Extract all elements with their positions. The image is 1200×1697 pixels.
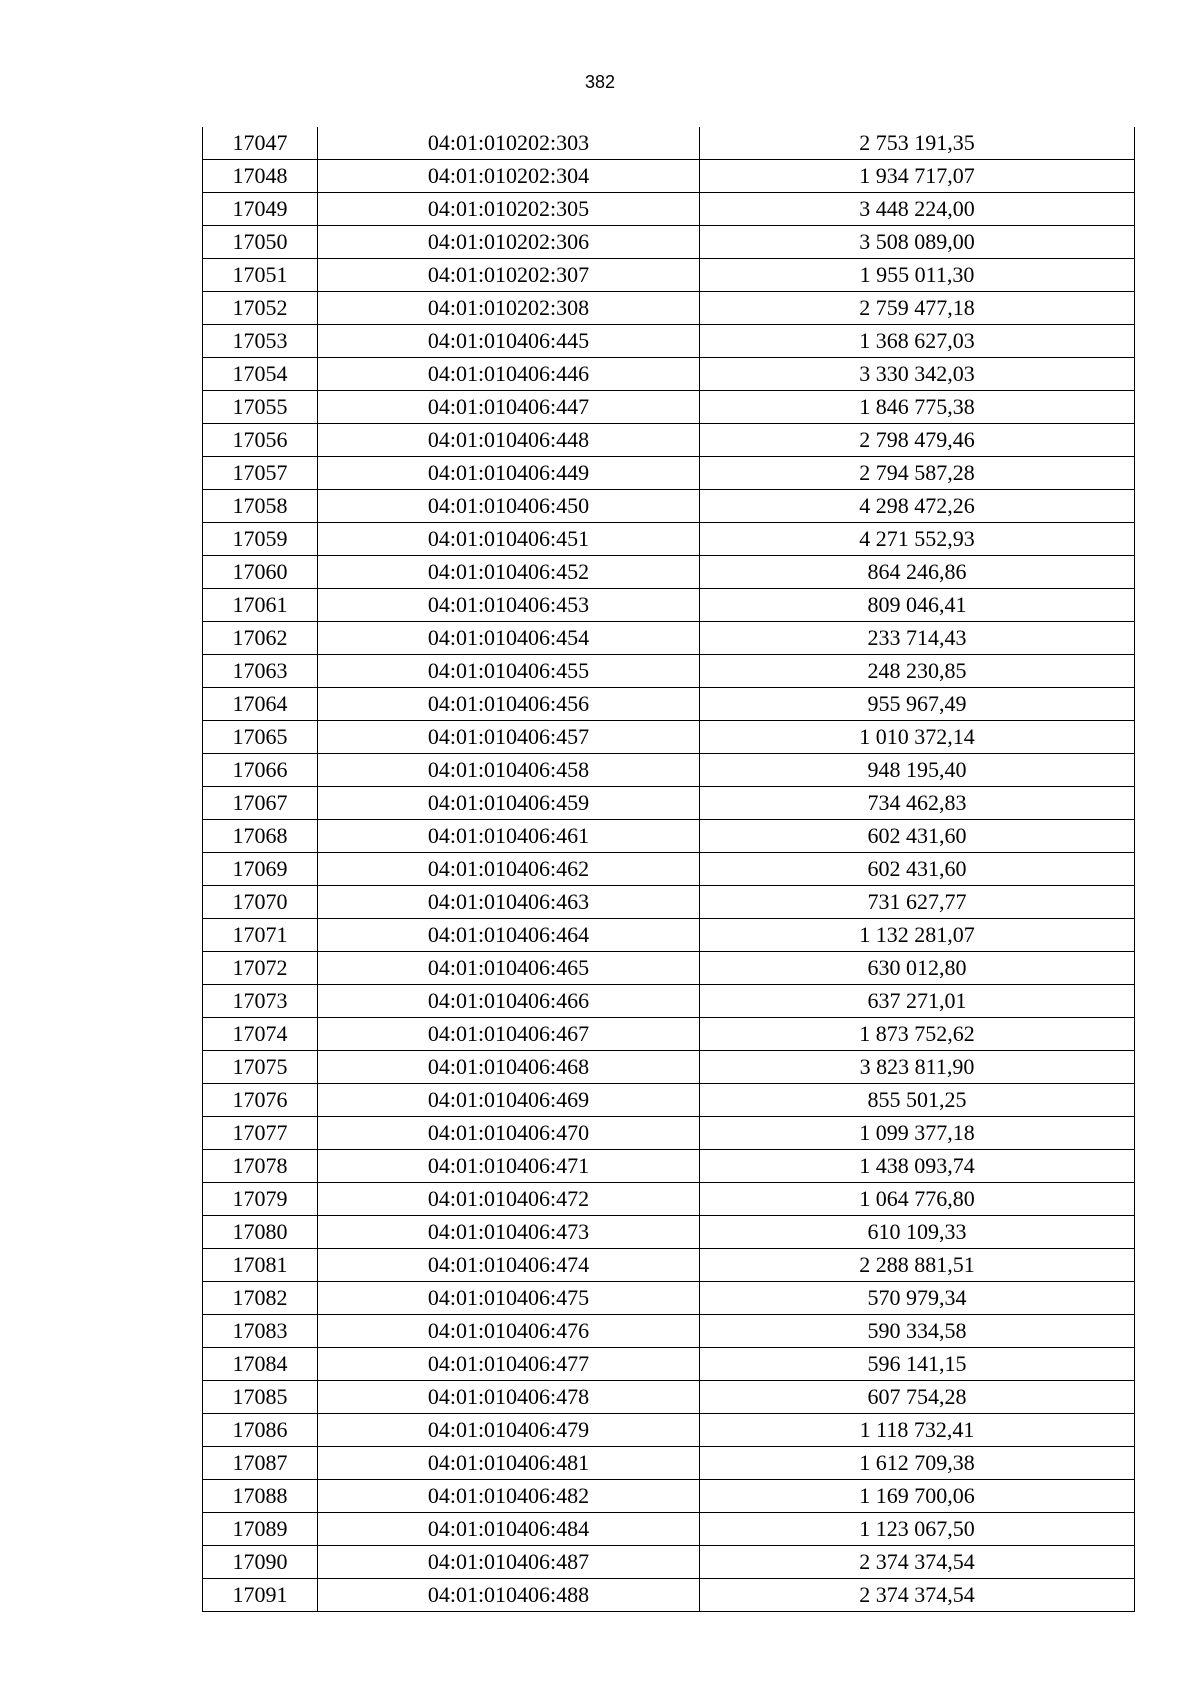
cadastral-number-cell: 04:01:010406:484 <box>318 1513 700 1546</box>
row-number-cell: 17052 <box>203 292 318 325</box>
table-row <box>203 127 1135 160</box>
table-row <box>203 1513 1135 1546</box>
cadastral-value-cell: 2 374 374,54 <box>700 1546 1135 1579</box>
cadastral-value-cell: 630 012,80 <box>700 952 1135 985</box>
cadastral-value-cell: 570 979,34 <box>700 1282 1135 1315</box>
cadastral-value-cell: 1 169 700,06 <box>700 1480 1135 1513</box>
row-number-cell: 17053 <box>203 325 318 358</box>
cadastral-value-cell: 602 431,60 <box>700 820 1135 853</box>
table-row <box>203 1579 1135 1612</box>
row-number-cell: 17056 <box>203 424 318 457</box>
table-row <box>203 721 1135 754</box>
row-number-cell: 17072 <box>203 952 318 985</box>
table-row <box>203 919 1135 952</box>
cadastral-value-cell: 1 612 709,38 <box>700 1447 1135 1480</box>
table-row <box>203 655 1135 688</box>
cadastral-value-cell: 590 334,58 <box>700 1315 1135 1348</box>
cadastral-number-cell: 04:01:010406:481 <box>318 1447 700 1480</box>
cadastral-number-cell: 04:01:010406:470 <box>318 1117 700 1150</box>
cadastral-number-cell: 04:01:010406:447 <box>318 391 700 424</box>
cadastral-number-cell: 04:01:010406:476 <box>318 1315 700 1348</box>
cadastral-value-cell: 1 368 627,03 <box>700 325 1135 358</box>
table-row <box>203 886 1135 919</box>
cadastral-value-cell: 2 374 374,54 <box>700 1579 1135 1612</box>
cadastral-value-cell: 1 064 776,80 <box>700 1183 1135 1216</box>
cadastral-value-cell: 4 298 472,26 <box>700 490 1135 523</box>
cadastral-number-cell: 04:01:010406:473 <box>318 1216 700 1249</box>
table-row <box>203 952 1135 985</box>
table-row <box>203 1381 1135 1414</box>
row-number-cell: 17065 <box>203 721 318 754</box>
row-number-cell: 17048 <box>203 160 318 193</box>
row-number-cell: 17068 <box>203 820 318 853</box>
cadastral-value-cell: 1 010 372,14 <box>700 721 1135 754</box>
cadastral-value-cell: 2 759 477,18 <box>700 292 1135 325</box>
table-row <box>203 490 1135 523</box>
row-number-cell: 17085 <box>203 1381 318 1414</box>
row-number-cell: 17055 <box>203 391 318 424</box>
cadastral-value-cell: 607 754,28 <box>700 1381 1135 1414</box>
cadastral-number-cell: 04:01:010406:461 <box>318 820 700 853</box>
row-number-cell: 17087 <box>203 1447 318 1480</box>
row-number-cell: 17089 <box>203 1513 318 1546</box>
cadastral-number-cell: 04:01:010406:487 <box>318 1546 700 1579</box>
table-row <box>203 1249 1135 1282</box>
cadastral-value-cell: 1 955 011,30 <box>700 259 1135 292</box>
row-number-cell: 17054 <box>203 358 318 391</box>
row-number-cell: 17067 <box>203 787 318 820</box>
cadastral-number-cell: 04:01:010406:462 <box>318 853 700 886</box>
row-number-cell: 17082 <box>203 1282 318 1315</box>
cadastral-value-cell: 3 330 342,03 <box>700 358 1135 391</box>
cadastral-value-cell: 1 846 775,38 <box>700 391 1135 424</box>
cadastral-value-cell: 1 132 281,07 <box>700 919 1135 952</box>
table-row <box>203 358 1135 391</box>
row-number-cell: 17061 <box>203 589 318 622</box>
cadastral-number-cell: 04:01:010406:446 <box>318 358 700 391</box>
cadastral-number-cell: 04:01:010406:463 <box>318 886 700 919</box>
cadastral-value-cell: 1 934 717,07 <box>700 160 1135 193</box>
cadastral-number-cell: 04:01:010406:456 <box>318 688 700 721</box>
cadastral-number-cell: 04:01:010406:466 <box>318 985 700 1018</box>
table-row <box>203 688 1135 721</box>
cadastral-value-cell: 2 288 881,51 <box>700 1249 1135 1282</box>
row-number-cell: 17074 <box>203 1018 318 1051</box>
cadastral-number-cell: 04:01:010406:478 <box>318 1381 700 1414</box>
cadastral-number-cell: 04:01:010406:471 <box>318 1150 700 1183</box>
table-row <box>203 259 1135 292</box>
row-number-cell: 17088 <box>203 1480 318 1513</box>
cadastral-value-cell: 864 246,86 <box>700 556 1135 589</box>
cadastral-number-cell: 04:01:010406:449 <box>318 457 700 490</box>
cadastral-value-cell: 3 823 811,90 <box>700 1051 1135 1084</box>
table-row <box>203 1018 1135 1051</box>
table-row <box>203 325 1135 358</box>
row-number-cell: 17091 <box>203 1579 318 1612</box>
row-number-cell: 17080 <box>203 1216 318 1249</box>
row-number-cell: 17050 <box>203 226 318 259</box>
cadastral-value-cell: 2 753 191,35 <box>700 127 1135 160</box>
table-row <box>203 292 1135 325</box>
cadastral-value-cell: 855 501,25 <box>700 1084 1135 1117</box>
table-row <box>203 853 1135 886</box>
table-row <box>203 556 1135 589</box>
row-number-cell: 17077 <box>203 1117 318 1150</box>
cadastral-value-cell: 3 508 089,00 <box>700 226 1135 259</box>
cadastral-value-cell: 2 798 479,46 <box>700 424 1135 457</box>
cadastral-number-cell: 04:01:010406:451 <box>318 523 700 556</box>
table-row <box>203 391 1135 424</box>
table-row <box>203 1117 1135 1150</box>
row-number-cell: 17071 <box>203 919 318 952</box>
cadastral-number-cell: 04:01:010406:472 <box>318 1183 700 1216</box>
table-row <box>203 160 1135 193</box>
cadastral-number-cell: 04:01:010406:477 <box>318 1348 700 1381</box>
row-number-cell: 17076 <box>203 1084 318 1117</box>
row-number-cell: 17079 <box>203 1183 318 1216</box>
cadastral-value-cell: 637 271,01 <box>700 985 1135 1018</box>
cadastral-number-cell: 04:01:010406:482 <box>318 1480 700 1513</box>
table-row <box>203 1546 1135 1579</box>
table-row <box>203 589 1135 622</box>
row-number-cell: 17059 <box>203 523 318 556</box>
row-number-cell: 17083 <box>203 1315 318 1348</box>
table-row <box>203 523 1135 556</box>
cadastral-number-cell: 04:01:010406:445 <box>318 325 700 358</box>
cadastral-number-cell: 04:01:010406:457 <box>318 721 700 754</box>
cadastral-number-cell: 04:01:010202:306 <box>318 226 700 259</box>
table-row <box>203 1447 1135 1480</box>
row-number-cell: 17066 <box>203 754 318 787</box>
cadastral-number-cell: 04:01:010406:468 <box>318 1051 700 1084</box>
cadastral-value-cell: 596 141,15 <box>700 1348 1135 1381</box>
row-number-cell: 17075 <box>203 1051 318 1084</box>
row-number-cell: 17051 <box>203 259 318 292</box>
table-row <box>203 1282 1135 1315</box>
cadastral-number-cell: 04:01:010406:488 <box>318 1579 700 1612</box>
table-row <box>203 457 1135 490</box>
row-number-cell: 17062 <box>203 622 318 655</box>
cadastral-value-cell: 948 195,40 <box>700 754 1135 787</box>
cadastral-number-cell: 04:01:010406:459 <box>318 787 700 820</box>
cadastral-number-cell: 04:01:010202:304 <box>318 160 700 193</box>
table-row <box>203 1315 1135 1348</box>
cadastral-number-cell: 04:01:010406:464 <box>318 919 700 952</box>
cadastral-value-cell: 734 462,83 <box>700 787 1135 820</box>
cadastral-number-cell: 04:01:010406:454 <box>318 622 700 655</box>
cadastral-number-cell: 04:01:010406:453 <box>318 589 700 622</box>
row-number-cell: 17058 <box>203 490 318 523</box>
row-number-cell: 17047 <box>203 127 318 160</box>
cadastral-value-cell: 2 794 587,28 <box>700 457 1135 490</box>
cadastral-value-cell: 602 431,60 <box>700 853 1135 886</box>
cadastral-value-cell: 248 230,85 <box>700 655 1135 688</box>
cadastral-number-cell: 04:01:010406:479 <box>318 1414 700 1447</box>
table-row <box>203 787 1135 820</box>
table-row <box>203 1150 1135 1183</box>
cadastral-value-cell: 955 967,49 <box>700 688 1135 721</box>
cadastral-value-cell: 809 046,41 <box>700 589 1135 622</box>
table-row <box>203 1084 1135 1117</box>
cadastral-value-cell: 1 118 732,41 <box>700 1414 1135 1447</box>
row-number-cell: 17073 <box>203 985 318 1018</box>
row-number-cell: 17064 <box>203 688 318 721</box>
cadastral-number-cell: 04:01:010202:307 <box>318 259 700 292</box>
table-row <box>203 1480 1135 1513</box>
table-row <box>203 1348 1135 1381</box>
table-row <box>203 1216 1135 1249</box>
row-number-cell: 17078 <box>203 1150 318 1183</box>
row-number-cell: 17063 <box>203 655 318 688</box>
cadastral-number-cell: 04:01:010406:450 <box>318 490 700 523</box>
table-row <box>203 424 1135 457</box>
cadastral-number-cell: 04:01:010202:305 <box>318 193 700 226</box>
cadastral-number-cell: 04:01:010406:469 <box>318 1084 700 1117</box>
table-row <box>203 193 1135 226</box>
table-row <box>203 622 1135 655</box>
row-number-cell: 17060 <box>203 556 318 589</box>
row-number-cell: 17086 <box>203 1414 318 1447</box>
table-row <box>203 820 1135 853</box>
cadastral-number-cell: 04:01:010202:308 <box>318 292 700 325</box>
cadastral-number-cell: 04:01:010406:465 <box>318 952 700 985</box>
cadastral-value-cell: 1 123 067,50 <box>700 1513 1135 1546</box>
row-number-cell: 17057 <box>203 457 318 490</box>
cadastral-number-cell: 04:01:010406:474 <box>318 1249 700 1282</box>
table-body <box>203 127 1135 1612</box>
cadastral-value-cell: 233 714,43 <box>700 622 1135 655</box>
cadastral-value-cell: 4 271 552,93 <box>700 523 1135 556</box>
cadastral-number-cell: 04:01:010406:467 <box>318 1018 700 1051</box>
row-number-cell: 17084 <box>203 1348 318 1381</box>
cadastral-value-cell: 731 627,77 <box>700 886 1135 919</box>
table-row <box>203 985 1135 1018</box>
cadastral-value-cell: 1 099 377,18 <box>700 1117 1135 1150</box>
page-number: 382 <box>584 72 616 92</box>
cadastral-number-cell: 04:01:010406:475 <box>318 1282 700 1315</box>
cadastral-number-cell: 04:01:010406:455 <box>318 655 700 688</box>
table-row <box>203 1051 1135 1084</box>
cadastral-number-cell: 04:01:010406:458 <box>318 754 700 787</box>
table-row <box>203 1183 1135 1216</box>
row-number-cell: 17069 <box>203 853 318 886</box>
cadastral-number-cell: 04:01:010406:448 <box>318 424 700 457</box>
row-number-cell: 17049 <box>203 193 318 226</box>
table-row <box>203 1414 1135 1447</box>
cadastral-value-cell: 1 873 752,62 <box>700 1018 1135 1051</box>
cadastral-value-cell: 1 438 093,74 <box>700 1150 1135 1183</box>
cadastral-value-cell: 3 448 224,00 <box>700 193 1135 226</box>
cadastral-value-table <box>202 127 1135 1612</box>
cadastral-value-cell: 610 109,33 <box>700 1216 1135 1249</box>
cadastral-number-cell: 04:01:010202:303 <box>318 127 700 160</box>
cadastral-number-cell: 04:01:010406:452 <box>318 556 700 589</box>
row-number-cell: 17070 <box>203 886 318 919</box>
row-number-cell: 17090 <box>203 1546 318 1579</box>
row-number-cell: 17081 <box>203 1249 318 1282</box>
table-row <box>203 754 1135 787</box>
table-row <box>203 226 1135 259</box>
